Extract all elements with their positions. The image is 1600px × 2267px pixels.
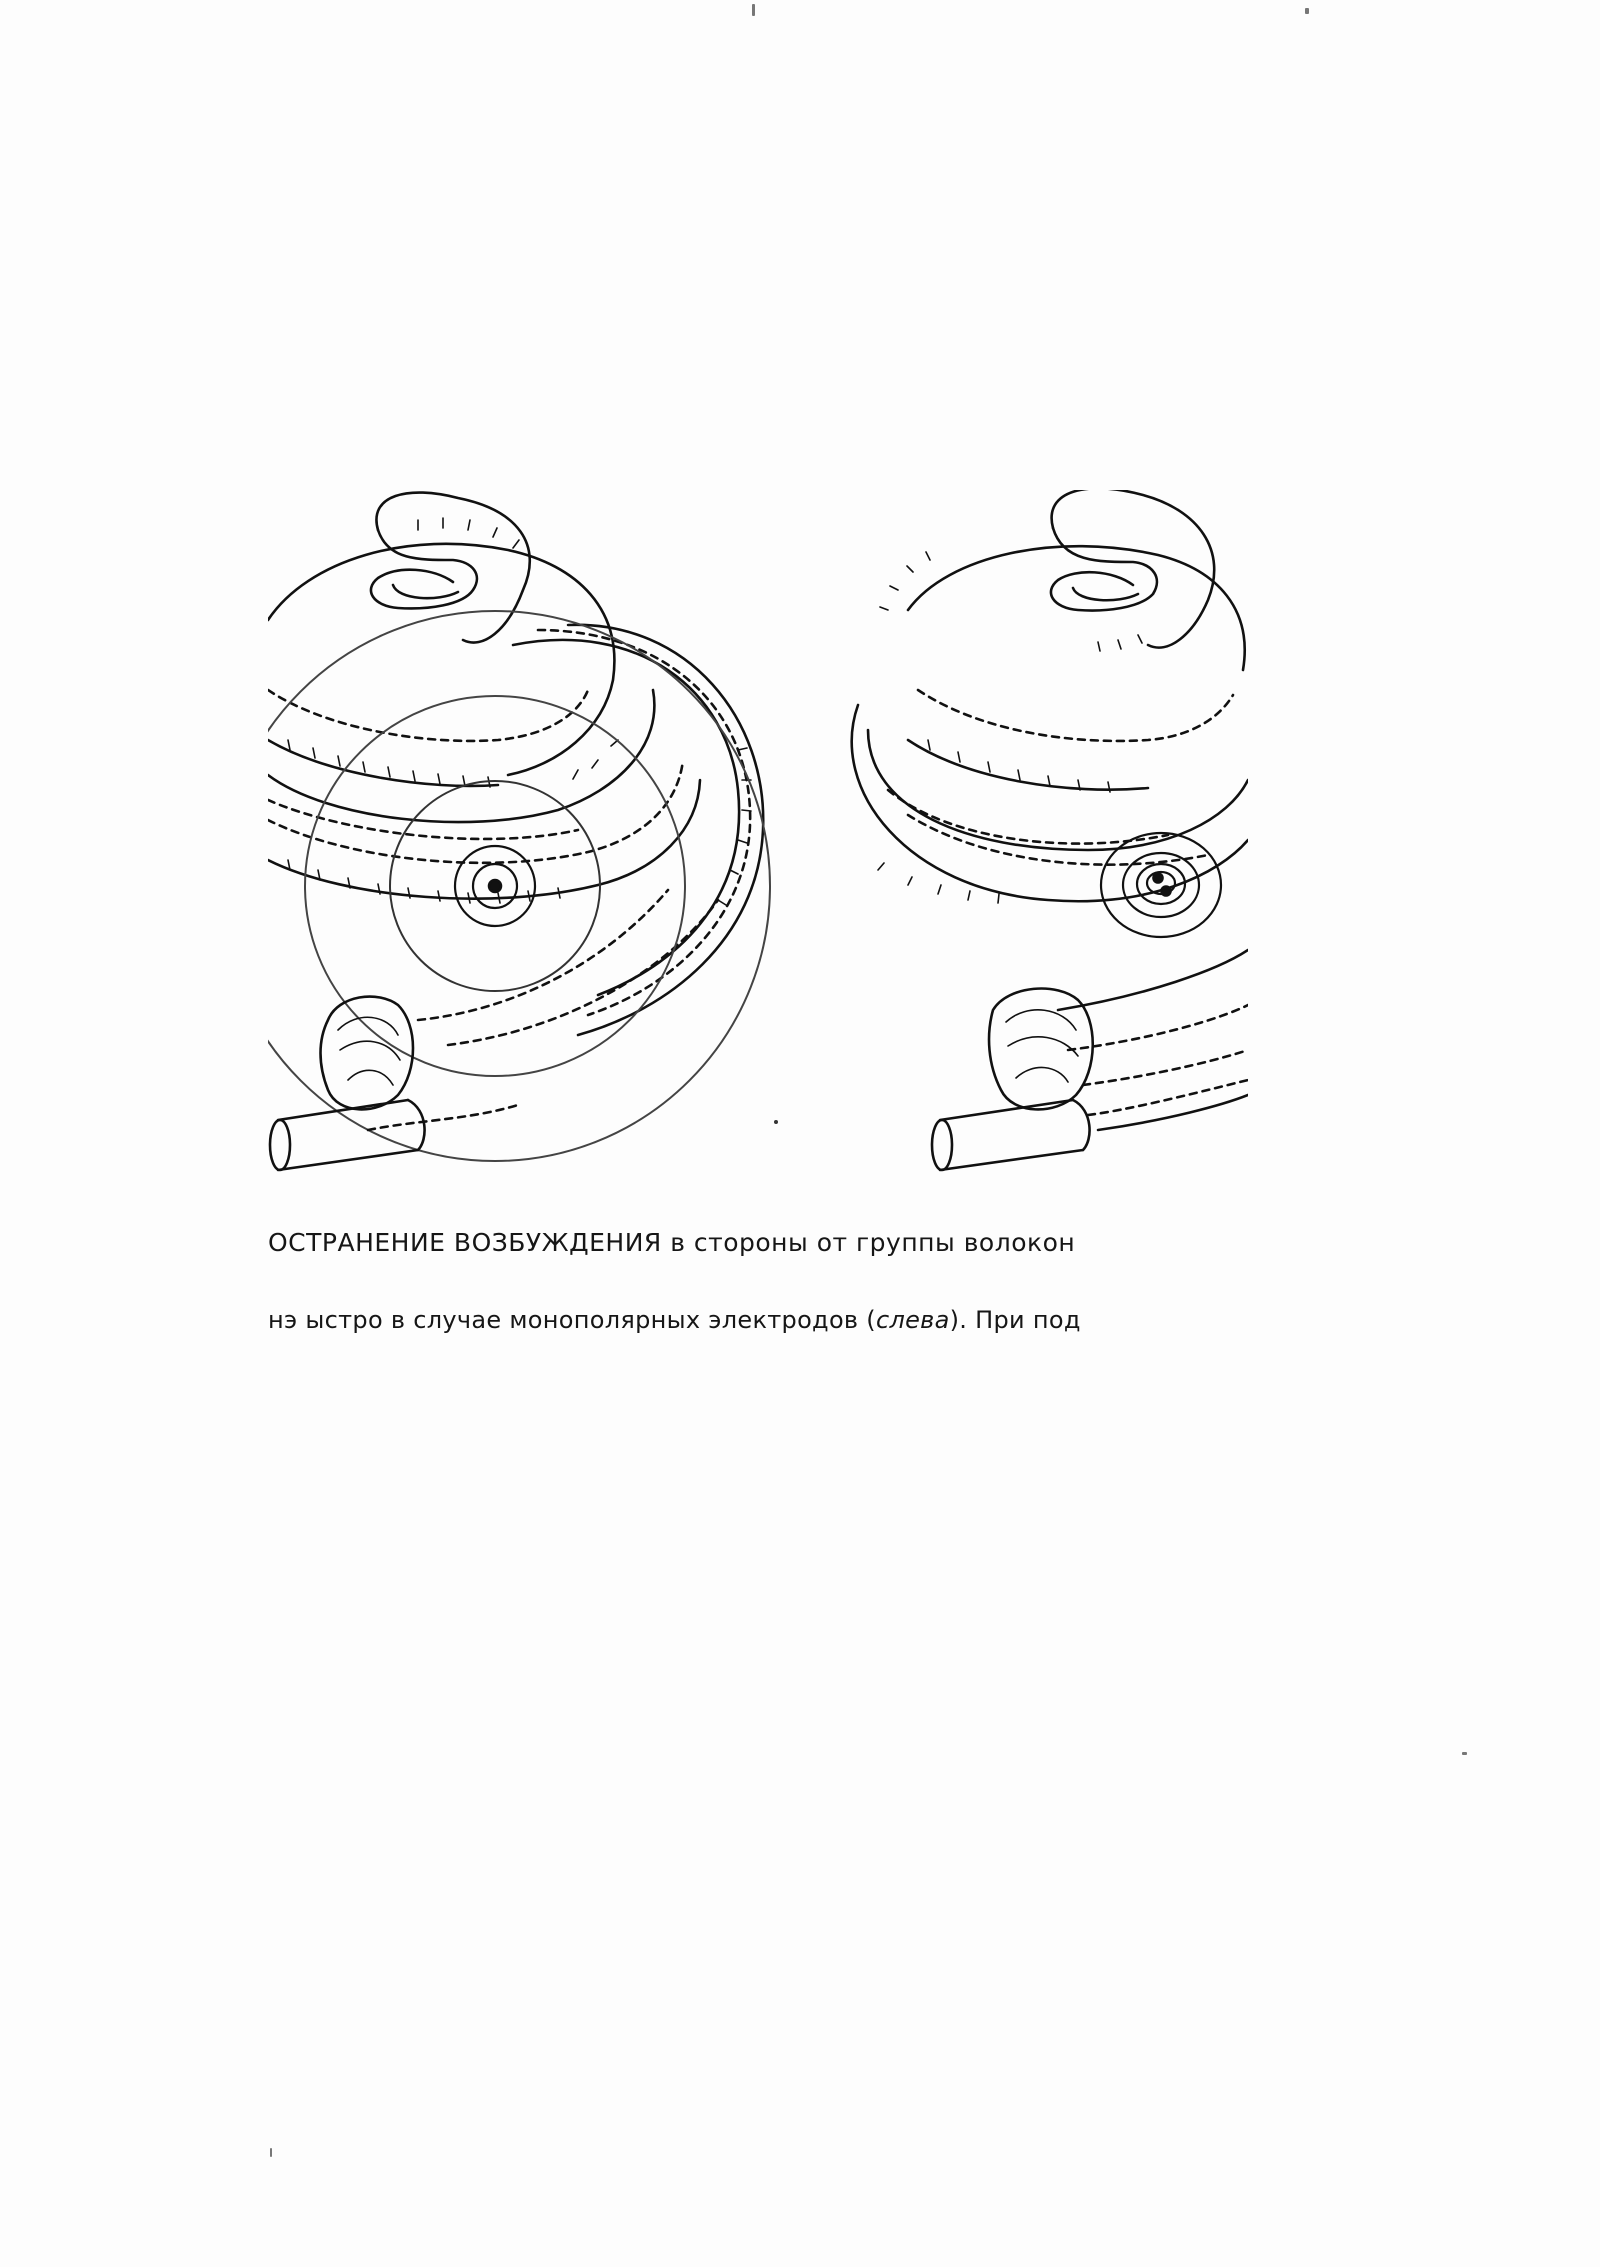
scan-speck: [270, 2148, 272, 2157]
scan-speck: [752, 4, 755, 16]
scan-speck: [1462, 1752, 1467, 1755]
caption-line-2-end: ). При под: [949, 1306, 1081, 1334]
left-cochlea-drawing: [268, 493, 770, 1170]
scan-speck: [1305, 8, 1309, 14]
right-cochlea-drawing: [852, 490, 1248, 1170]
stray-dot: [774, 1120, 778, 1124]
caption-line-2: [268, 1306, 1238, 1334]
caption-line-1: ОСТРАНЕНИЕ ВОЗБУЖДЕНИЯ в стороны от группы волокон: [268, 1228, 1076, 1257]
caption-line-2-start: нэ ыстро в случае монополярных электродов (: [268, 1306, 876, 1334]
caption-line-2-italic: слева: [875, 1306, 950, 1334]
cochlea-illustration: [268, 490, 1248, 1210]
